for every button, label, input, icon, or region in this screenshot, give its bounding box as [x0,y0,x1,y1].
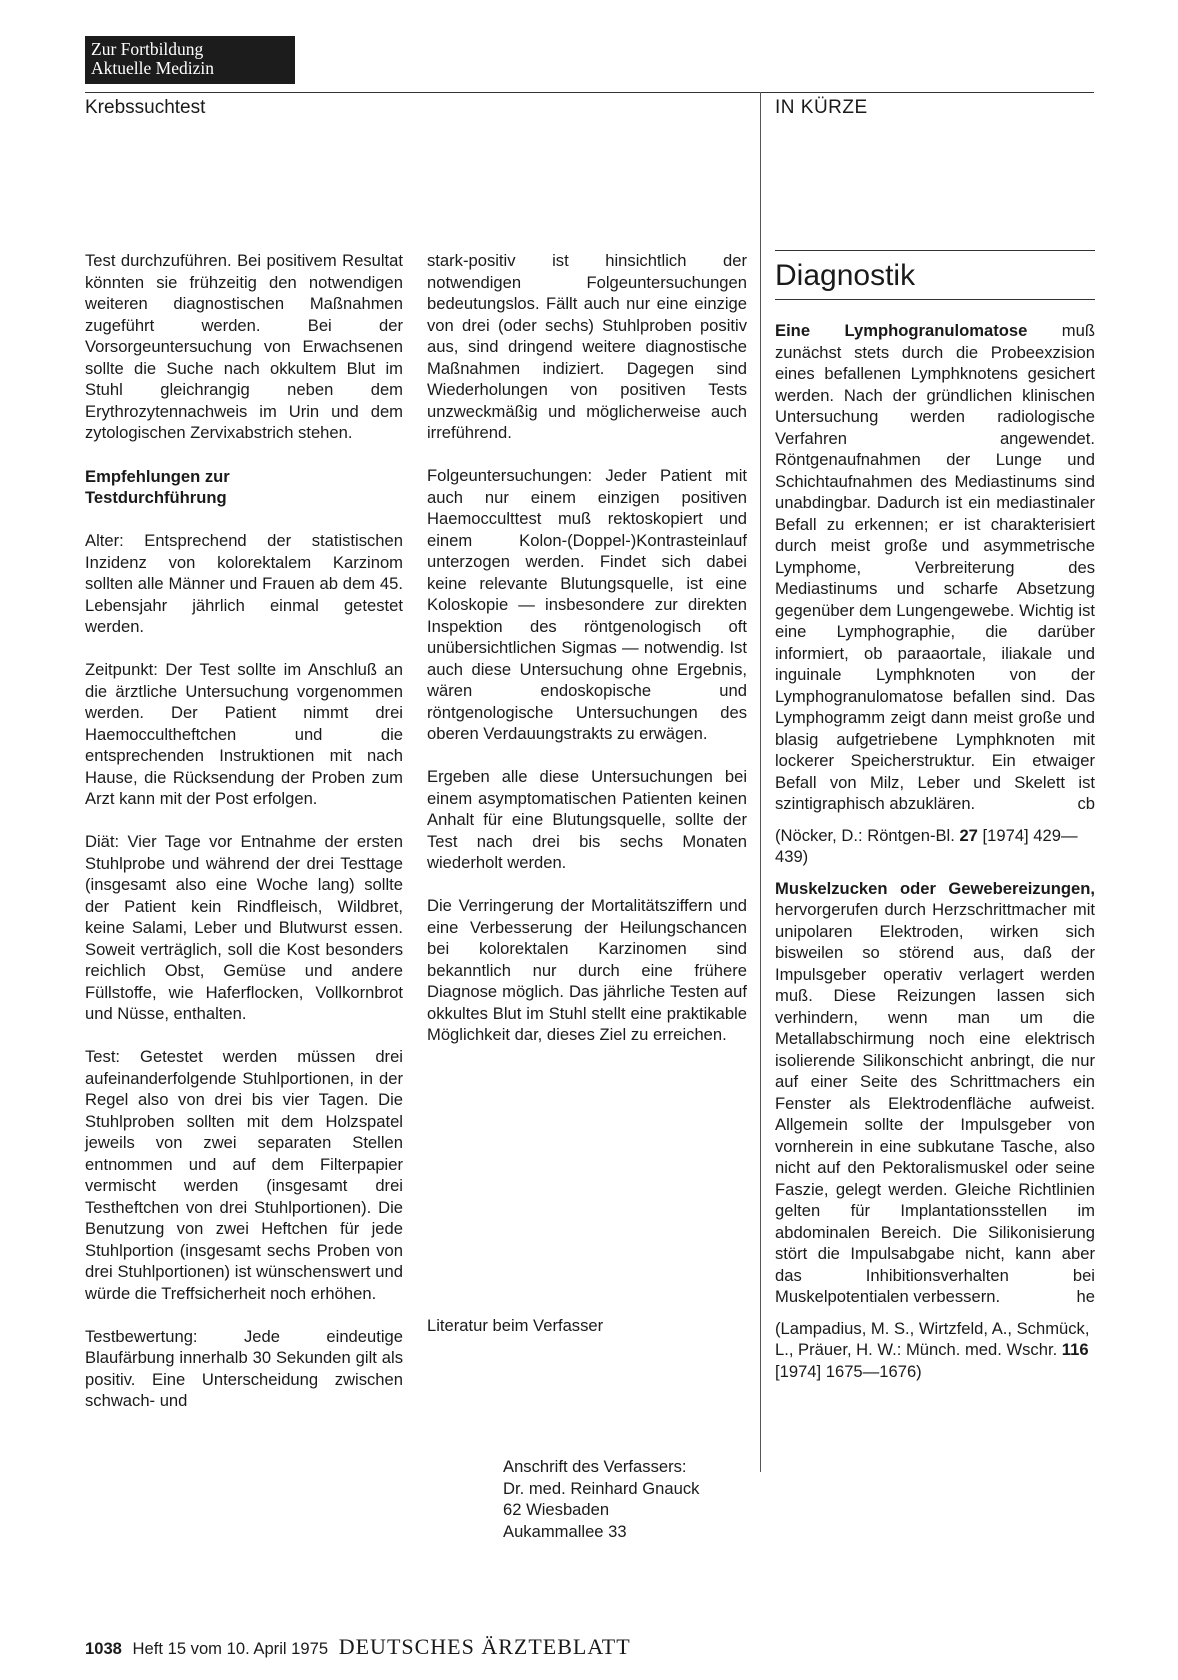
brief-1-lead: Eine Lymphogranulomatose [775,321,1028,340]
citation-2-source: (Lampadius, M. S., Wirtzfeld, A., Schmück, L., Präuer, H. W.: Münch. med. Wschr. [775,1318,1090,1359]
article-column-2 [427,250,747,1067]
page-footer [85,1634,631,1660]
citation-2-volume: 116 [1061,1340,1089,1359]
paragraph-ergeben: Ergeben alle diese Untersuchungen bei einem asymptomatischen Patienten keinen Anhalt für eine Blutungsquelle, sollte der Test nach drei bis sechs Monaten wiederholt werden. [427,767,747,872]
address-title: Anschrift des Verfassers: [503,1457,687,1476]
subheading-recommendations [85,466,403,509]
brief-schrittmacher [775,878,1095,1383]
diagnostik-title: Diagnostik [775,259,916,292]
brief-2-citation [775,1318,1095,1383]
address-name: Dr. med. Reinhard Gnauck [503,1478,700,1498]
page-number: 1038 [85,1639,122,1658]
issue-info: Heft 15 vom 10. April 1975 [132,1639,329,1658]
section-title-left: Krebssuchtest [85,97,206,118]
citation-1-pages: [1974] 429—439) [775,825,1078,866]
brief-2-lead: Muskelzucken oder Gewebereizungen, [775,878,1095,898]
paragraph-test: Test: Getestet werden müssen drei aufeinanderfolgende Stuhlportionen, in der Regel also von drei bis vier Tagen. Die Stuhlproben sollten mit dem Holzspatel jeweils von zwei separaten Stellen entnommen und auf dem Filterpapier vermischt werden (insgesamt drei Testheftchen von drei Stuhlportionen). Die Benutzung von zwei Heftchen für jede Stuhlportion (insgesamt sechs Proben von drei Stuhlportionen) ist wünschenswert und würde die Treffsicherheit noch erhöhen. [85,1047,403,1303]
department-line-2: Aktuelle Medizin [91,58,214,78]
brief-1-text [775,320,1095,815]
column-divider [760,92,761,1472]
address-street: Aukammallee 33 [503,1521,627,1541]
brief-2-text [775,878,1095,1308]
brief-news-column [775,250,1095,1392]
article-column-1 [85,250,403,1433]
paragraph-alter: Alter: Entsprechend der statistischen Inzidenz von kolorektalem Karzinom sollten alle Männer und Frauen ab dem 45. Lebensjahr jährlich einmal getestet werden. [85,531,403,636]
department-label-box [85,36,295,84]
brief-lymphogranulomatose [775,320,1095,868]
brief-1-signature: cb [1077,794,1095,813]
citation-2-pages: [1974] 1675—1676) [775,1361,922,1381]
brief-1-citation [775,825,1095,868]
brief-2-body: hervorgerufen durch Herzschrittmacher mit unipolaren Elektroden, wirken sich bisweilen so störend aus, daß der Impulsgeber operativ verlagert werden muß. Diese Reizungen lassen sich verhindern, wenn man um die Metallabschirmung noch eine elektrisch isolierende Silikonschicht anbringt, die nur auf einer Seite des Schrittmachers ein Fenster als Elektrodenfläche aufweist. Allgemein sollte der Impulsgeber von vornherein in eine subkutane Tasche, also nicht auf den Pektoralismuskel oder seine Faszie, gelegt werden. Gleiche Richtlinien gelten für Implantationsstellen im abdominalen Bereich. Die Silikonisierung stört die Impulsabgabe nicht, kann aber das Inhibitionsverhalten bei Muskelpotentialen verbessern. [775,900,1095,1306]
paragraph-mortalitaet: Die Verringerung der Mortalitätsziffern und eine Verbesserung der Heilungschancen bei kolorektalen Karzinomen sind bekanntlich nur durch eine frühere Diagnose möglich. Das jährliche Testen auf okkultes Blut im Stuhl stellt eine praktikable Möglichkeit dar, dieses Ziel zu erreichen. [427,896,747,1044]
brief-1-body: muß zunächst stets durch die Probeexzision eines befallenen Lymphknotens gesichert werden. Nach der gründlichen klinischen Untersuchung werden radiologische Verfahren angewendet. Röntgenaufnahmen der Lunge und Schichtaufnahmen des Mediastinums sind unabdingbar. Dadurch ist ein mediastinaler Befall zu erkennen; er ist charakterisiert durch meist große und asymmetrische Lymphome, Verbreiterung des Mediastinums und scharfe Absetzung gegenüber dem Lungengewebe. Wichtig ist eine Lymphographie, die darüber informiert, ob paraaortale, iliakale und inguinale Lymphknoten von der Lymphogranulomatose befallen sind. Das Lymphogramm zeigt dann meist große und blasig aufgetriebene Lymphknoten mit lockerer Speicherstruktur. Ein etwaiger Befall von Milz, Leber und Skelett ist szintigraphisch abzuklären. [775,321,1095,813]
subheading-line-1: Empfehlungen zur [85,466,230,486]
paragraph-diaet: Diät: Vier Tage vor Entnahme der ersten Stuhlprobe und während der drei Testtage (insgesamt also eine Woche lang) sollte der Patient kein Rindfleisch, Wildbret, keine Salami, Leber und Blutwurst essen. Soweit verträglich, soll die Kost besonders reichlich Obst, Gemüse und andere Füllstoffe, wie Haferflocken, Vollkornbrot und Nüsse, enthalten. [85,832,403,1023]
subheading-line-2: Testdurchführung [85,488,227,507]
literature-note: Literatur beim Verfasser [427,1316,604,1335]
paragraph-intro: Test durchzuführen. Bei positivem Resultat könnten sie frühzeitig den notwendigen weiteren diagnostischen Maßnahmen zugeführt werden. Bei der Vorsorgeuntersuchung von Erwachsenen sollte die Suche nach okkultem Blut im Stuhl gleichrangig neben dem Erythrozytennachweis im Urin und dem zytologischen Zervixabstrich stehen. [85,251,403,442]
citation-1-source: (Nöcker, D.: Röntgen-Bl. [775,825,960,845]
diagnostik-rule-bottom [775,299,1095,300]
paragraph-continuation: stark-positiv ist hinsichtlich der notwendigen Folgeuntersuchungen bedeutungslos. Fällt auch nur eine einzige von drei (oder sechs) Stuhlproben positiv aus, sind dringend weitere diagnostische Maßnahmen indiziert. Dagegen sind Wiederholungen von positiven Tests unzweckmäßig und möglicherweise auch irreführend. [427,251,747,442]
citation-1-volume: 27 [959,825,978,845]
paragraph-zeitpunkt: Zeitpunkt: Der Test sollte im Anschluß an die ärztliche Untersuchung vorgenommen werden. Der Patient nimmt drei Haemoccultheftchen und die entsprechenden Instruktionen mit nach Hause, die Rücksendung der Proben zum Arzt kann mit der Post erfolgen. [85,660,403,808]
department-line-1: Zur Fortbildung [91,39,204,59]
address-city: 62 Wiesbaden [503,1500,610,1519]
diagnostik-rule-top [775,250,1095,251]
header-rule [85,92,1094,93]
paragraph-folgeuntersuchungen: Folgeuntersuchungen: Jeder Patient mit auch nur einem einzigen positiven Haemocculttest muß rektoskopiert und einem Kolon-(Doppel-)Kontrasteinlauf unterzogen werden. Findet sich dabei keine relevante Blutungsquelle, ist eine Koloskopie — insbesondere zur direkten Inspektion des röntgenologisch oft unübersichtlichen Sigmas — notwendig. Ist auch diese Untersuchung ohne Ergebnis, wären endoskopische und röntgenologische Untersuchungen des oberen Verdauungstrakts zu erwägen. [427,466,747,743]
section-title-right: IN KÜRZE [775,97,868,118]
brief-2-signature: he [1076,1287,1095,1306]
paragraph-testbewertung: Testbewertung: Jede eindeutige Blaufärbung innerhalb 30 Sekunden gilt als positiv. Eine Unterscheidung zwischen schwach- und [85,1326,403,1410]
journal-name: DEUTSCHES ÄRZTEBLATT [338,1634,631,1659]
author-address [503,1456,699,1542]
